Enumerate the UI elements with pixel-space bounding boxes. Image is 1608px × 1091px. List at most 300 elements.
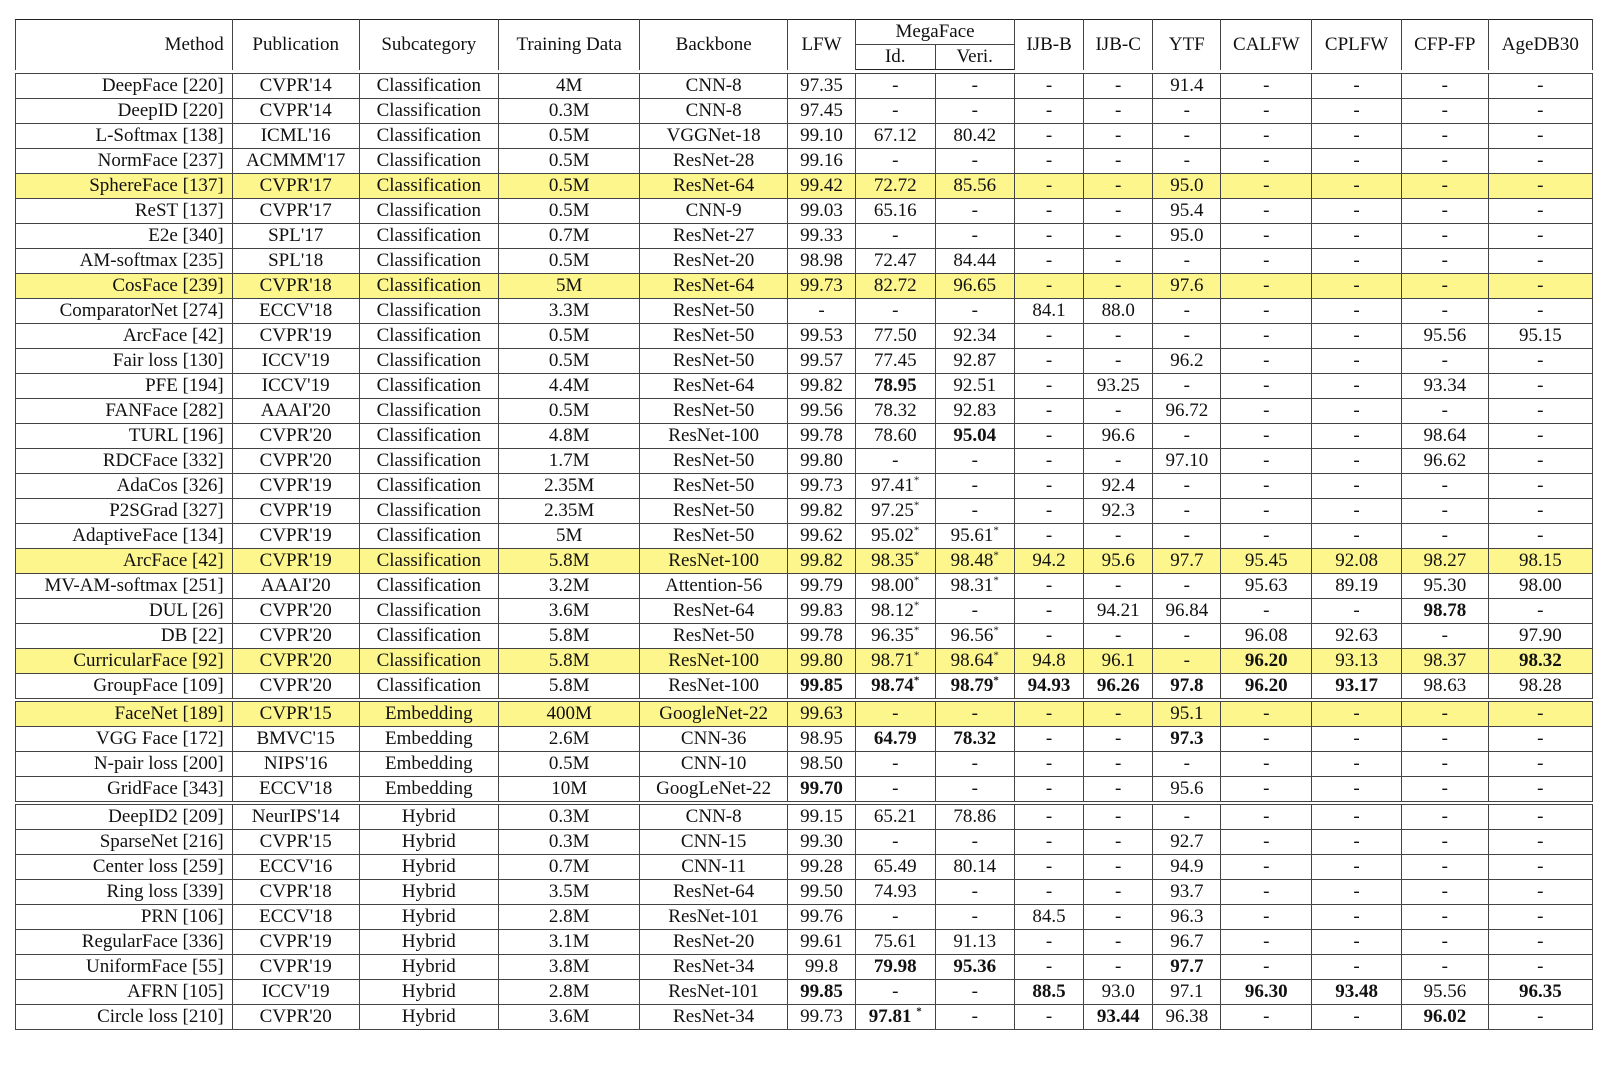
- cell-agedb30: 98.28: [1488, 674, 1592, 701]
- cell-lfw: 99.80: [787, 649, 855, 674]
- cell-backbone: CNN-11: [640, 855, 788, 880]
- cell-calfw: 96.08: [1221, 624, 1312, 649]
- cell-lfw: 99.70: [787, 777, 855, 804]
- cell-cfpfp: 98.64: [1401, 424, 1488, 449]
- cell-backbone: CNN-8: [640, 99, 788, 124]
- cell-publication: ICCV'19: [232, 980, 359, 1005]
- cell-ytf: -: [1153, 324, 1221, 349]
- cell-ijbc: 95.6: [1084, 549, 1153, 574]
- cell-cfpfp: -: [1401, 700, 1488, 727]
- cell-method: N-pair loss [200]: [16, 752, 233, 777]
- cell-mf_veri: -: [935, 599, 1014, 624]
- table-row: [16, 399, 1593, 424]
- cell-agedb30: -: [1488, 199, 1592, 224]
- cell-publication: CVPR'18: [232, 880, 359, 905]
- cell-ytf: -: [1153, 752, 1221, 777]
- cell-subcategory: Classification: [359, 674, 498, 701]
- cell-calfw: -: [1221, 249, 1312, 274]
- cell-calfw: -: [1221, 199, 1312, 224]
- cell-training_data: 5.8M: [498, 624, 639, 649]
- cell-calfw: 96.20: [1221, 674, 1312, 701]
- cell-calfw: -: [1221, 727, 1312, 752]
- cell-cplfw: -: [1312, 474, 1402, 499]
- cell-mf_id: -: [856, 830, 935, 855]
- cell-ijbb: -: [1014, 955, 1083, 980]
- cell-lfw: 99.76: [787, 905, 855, 930]
- cell-training_data: 0.3M: [498, 99, 639, 124]
- cell-mf_veri: -: [935, 830, 1014, 855]
- cell-calfw: -: [1221, 399, 1312, 424]
- cell-publication: SPL'18: [232, 249, 359, 274]
- table-row: [16, 74, 1593, 99]
- cell-calfw: -: [1221, 324, 1312, 349]
- header-megaface-id: Id.: [856, 45, 935, 70]
- cell-cfpfp: -: [1401, 474, 1488, 499]
- cell-subcategory: Classification: [359, 549, 498, 574]
- cell-ijbb: -: [1014, 349, 1083, 374]
- cell-mf_id: 98.71*: [856, 649, 935, 674]
- cell-ytf: 95.1: [1153, 700, 1221, 727]
- table-row: [16, 930, 1593, 955]
- cell-ijbb: -: [1014, 399, 1083, 424]
- cell-cplfw: -: [1312, 880, 1402, 905]
- table-row: [16, 449, 1593, 474]
- cell-mf_veri: -: [935, 777, 1014, 804]
- cell-publication: CVPR'19: [232, 474, 359, 499]
- cell-ijbc: 93.0: [1084, 980, 1153, 1005]
- table-row: [16, 174, 1593, 199]
- cell-lfw: 99.57: [787, 349, 855, 374]
- cell-training_data: 2.8M: [498, 980, 639, 1005]
- cell-method: VGG Face [172]: [16, 727, 233, 752]
- cell-method: ComparatorNet [274]: [16, 299, 233, 324]
- cell-ijbb: 94.93: [1014, 674, 1083, 701]
- cell-calfw: -: [1221, 930, 1312, 955]
- cell-mf_id: 72.72: [856, 174, 935, 199]
- cell-ijbc: -: [1084, 830, 1153, 855]
- header-ijbb: IJB-B: [1014, 20, 1083, 70]
- group-embedding: [16, 700, 1593, 803]
- cell-calfw: -: [1221, 74, 1312, 99]
- cell-backbone: ResNet-20: [640, 930, 788, 955]
- cell-cfpfp: 98.37: [1401, 649, 1488, 674]
- cell-calfw: 95.45: [1221, 549, 1312, 574]
- cell-cplfw: 93.13: [1312, 649, 1402, 674]
- cell-lfw: 99.73: [787, 274, 855, 299]
- cell-mf_veri: -: [935, 74, 1014, 99]
- cell-lfw: 97.45: [787, 99, 855, 124]
- cell-mf_id: -: [856, 224, 935, 249]
- cell-calfw: -: [1221, 299, 1312, 324]
- cell-mf_veri: 84.44: [935, 249, 1014, 274]
- cell-ijbb: 94.2: [1014, 549, 1083, 574]
- cell-lfw: 99.82: [787, 499, 855, 524]
- cell-subcategory: Hybrid: [359, 980, 498, 1005]
- cell-calfw: -: [1221, 855, 1312, 880]
- table-row: [16, 803, 1593, 830]
- cell-agedb30: 95.15: [1488, 324, 1592, 349]
- cell-mf_id: 97.81 *: [856, 1005, 935, 1030]
- cell-backbone: ResNet-20: [640, 249, 788, 274]
- cell-backbone: ResNet-50: [640, 299, 788, 324]
- table-row: [16, 624, 1593, 649]
- cell-lfw: 99.30: [787, 830, 855, 855]
- cell-method: CurricularFace [92]: [16, 649, 233, 674]
- cell-method: SphereFace [137]: [16, 174, 233, 199]
- cell-agedb30: -: [1488, 249, 1592, 274]
- cell-publication: CVPR'20: [232, 424, 359, 449]
- cell-ytf: 96.7: [1153, 930, 1221, 955]
- cell-cplfw: 92.08: [1312, 549, 1402, 574]
- cell-lfw: 99.85: [787, 674, 855, 701]
- cell-ytf: 94.9: [1153, 855, 1221, 880]
- cell-mf_id: -: [856, 149, 935, 174]
- header-lfw: LFW: [787, 20, 855, 70]
- cell-ijbb: -: [1014, 199, 1083, 224]
- cell-cplfw: -: [1312, 399, 1402, 424]
- cell-cplfw: -: [1312, 149, 1402, 174]
- cell-backbone: ResNet-100: [640, 649, 788, 674]
- cell-mf_veri: 92.34: [935, 324, 1014, 349]
- cell-training_data: 2.6M: [498, 727, 639, 752]
- table-row: [16, 224, 1593, 249]
- cell-backbone: ResNet-34: [640, 955, 788, 980]
- cell-agedb30: -: [1488, 349, 1592, 374]
- cell-cfpfp: -: [1401, 124, 1488, 149]
- cell-training_data: 3.1M: [498, 930, 639, 955]
- cell-agedb30: 98.00: [1488, 574, 1592, 599]
- cell-subcategory: Embedding: [359, 700, 498, 727]
- cell-publication: NeurIPS'14: [232, 803, 359, 830]
- cell-mf_id: 65.21: [856, 803, 935, 830]
- cell-ijbc: 96.26: [1084, 674, 1153, 701]
- cell-subcategory: Classification: [359, 574, 498, 599]
- table-row: [16, 424, 1593, 449]
- cell-cfpfp: -: [1401, 803, 1488, 830]
- cell-ijbb: 94.8: [1014, 649, 1083, 674]
- cell-cplfw: -: [1312, 274, 1402, 299]
- cell-training_data: 0.7M: [498, 855, 639, 880]
- cell-cfpfp: -: [1401, 224, 1488, 249]
- cell-lfw: 99.82: [787, 374, 855, 399]
- cell-ytf: 91.4: [1153, 74, 1221, 99]
- cell-mf_veri: 95.04: [935, 424, 1014, 449]
- header-publication: Publication: [232, 20, 359, 70]
- cell-cfpfp: -: [1401, 930, 1488, 955]
- cell-method: DeepID [220]: [16, 99, 233, 124]
- cell-training_data: 3.6M: [498, 1005, 639, 1030]
- cell-cplfw: -: [1312, 855, 1402, 880]
- cell-subcategory: Classification: [359, 174, 498, 199]
- cell-ijbc: -: [1084, 803, 1153, 830]
- cell-mf_veri: -: [935, 980, 1014, 1005]
- cell-mf_id: 64.79: [856, 727, 935, 752]
- cell-backbone: ResNet-50: [640, 449, 788, 474]
- cell-lfw: 99.73: [787, 1005, 855, 1030]
- cell-cplfw: -: [1312, 599, 1402, 624]
- cell-ytf: 95.0: [1153, 224, 1221, 249]
- cell-cplfw: -: [1312, 374, 1402, 399]
- cell-cplfw: -: [1312, 324, 1402, 349]
- cell-subcategory: Classification: [359, 299, 498, 324]
- cell-ijbb: -: [1014, 499, 1083, 524]
- cell-ijbb: -: [1014, 930, 1083, 955]
- cell-backbone: ResNet-100: [640, 549, 788, 574]
- cell-backbone: ResNet-50: [640, 524, 788, 549]
- cell-ijbb: 84.5: [1014, 905, 1083, 930]
- cell-backbone: ResNet-100: [640, 424, 788, 449]
- cell-cplfw: -: [1312, 299, 1402, 324]
- cell-calfw: -: [1221, 224, 1312, 249]
- cell-cplfw: -: [1312, 803, 1402, 830]
- cell-backbone: ResNet-101: [640, 980, 788, 1005]
- cell-method: ArcFace [42]: [16, 549, 233, 574]
- cell-agedb30: -: [1488, 599, 1592, 624]
- table-row: [16, 649, 1593, 674]
- cell-mf_id: -: [856, 74, 935, 99]
- cell-backbone: GoogleNet-22: [640, 700, 788, 727]
- cell-subcategory: Classification: [359, 399, 498, 424]
- cell-ytf: 97.3: [1153, 727, 1221, 752]
- cell-cplfw: -: [1312, 905, 1402, 930]
- table-row: [16, 674, 1593, 701]
- table-row: [16, 777, 1593, 804]
- cell-lfw: 99.10: [787, 124, 855, 149]
- cell-cplfw: -: [1312, 224, 1402, 249]
- cell-ijbb: 84.1: [1014, 299, 1083, 324]
- cell-ijbc: -: [1084, 149, 1153, 174]
- cell-cfpfp: -: [1401, 349, 1488, 374]
- cell-mf_veri: -: [935, 1005, 1014, 1030]
- table-row: [16, 599, 1593, 624]
- cell-ytf: 97.1: [1153, 980, 1221, 1005]
- cell-backbone: VGGNet-18: [640, 124, 788, 149]
- cell-method: AM-softmax [235]: [16, 249, 233, 274]
- cell-cplfw: 92.63: [1312, 624, 1402, 649]
- cell-training_data: 5.8M: [498, 549, 639, 574]
- cell-cplfw: -: [1312, 727, 1402, 752]
- cell-backbone: ResNet-34: [640, 1005, 788, 1030]
- header-cfpfp: CFP-FP: [1401, 20, 1488, 70]
- cell-publication: ICCV'19: [232, 349, 359, 374]
- cell-calfw: -: [1221, 700, 1312, 727]
- cell-cfpfp: -: [1401, 624, 1488, 649]
- cell-ytf: 96.3: [1153, 905, 1221, 930]
- cell-calfw: -: [1221, 524, 1312, 549]
- cell-method: PFE [194]: [16, 374, 233, 399]
- cell-cplfw: -: [1312, 1005, 1402, 1030]
- cell-lfw: 98.98: [787, 249, 855, 274]
- cell-ijbc: 92.4: [1084, 474, 1153, 499]
- cell-mf_id: 96.35*: [856, 624, 935, 649]
- cell-publication: CVPR'19: [232, 955, 359, 980]
- cell-lfw: 98.50: [787, 752, 855, 777]
- cell-training_data: 3.8M: [498, 955, 639, 980]
- cell-cfpfp: 95.56: [1401, 324, 1488, 349]
- cell-backbone: ResNet-101: [640, 905, 788, 930]
- cell-publication: CVPR'19: [232, 324, 359, 349]
- cell-calfw: -: [1221, 349, 1312, 374]
- cell-publication: AAAI'20: [232, 399, 359, 424]
- cell-subcategory: Hybrid: [359, 855, 498, 880]
- cell-training_data: 5.8M: [498, 649, 639, 674]
- cell-ijbb: -: [1014, 74, 1083, 99]
- cell-cfpfp: -: [1401, 274, 1488, 299]
- cell-ijbc: -: [1084, 199, 1153, 224]
- cell-cfpfp: -: [1401, 74, 1488, 99]
- cell-ijbb: -: [1014, 803, 1083, 830]
- cell-cplfw: -: [1312, 524, 1402, 549]
- cell-ijbb: -: [1014, 752, 1083, 777]
- cell-ijbc: -: [1084, 399, 1153, 424]
- cell-ytf: 96.84: [1153, 599, 1221, 624]
- cell-publication: CVPR'15: [232, 700, 359, 727]
- cell-agedb30: -: [1488, 124, 1592, 149]
- cell-method: TURL [196]: [16, 424, 233, 449]
- cell-agedb30: -: [1488, 424, 1592, 449]
- cell-ijbc: -: [1084, 449, 1153, 474]
- cell-ijbc: -: [1084, 855, 1153, 880]
- cell-method: GroupFace [109]: [16, 674, 233, 701]
- cell-mf_id: 65.16: [856, 199, 935, 224]
- cell-ijbb: -: [1014, 855, 1083, 880]
- cell-cplfw: -: [1312, 349, 1402, 374]
- cell-agedb30: -: [1488, 224, 1592, 249]
- cell-training_data: 0.7M: [498, 224, 639, 249]
- cell-lfw: 99.61: [787, 930, 855, 955]
- table-row: [16, 752, 1593, 777]
- cell-mf_veri: 92.51: [935, 374, 1014, 399]
- cell-agedb30: -: [1488, 399, 1592, 424]
- cell-ijbc: 88.0: [1084, 299, 1153, 324]
- cell-agedb30: -: [1488, 474, 1592, 499]
- cell-calfw: -: [1221, 449, 1312, 474]
- cell-method: CosFace [239]: [16, 274, 233, 299]
- cell-training_data: 0.5M: [498, 124, 639, 149]
- cell-cplfw: -: [1312, 752, 1402, 777]
- cell-agedb30: 98.15: [1488, 549, 1592, 574]
- cell-subcategory: Classification: [359, 649, 498, 674]
- cell-subcategory: Classification: [359, 224, 498, 249]
- cell-mf_veri: 96.65: [935, 274, 1014, 299]
- cell-calfw: -: [1221, 374, 1312, 399]
- cell-cplfw: -: [1312, 199, 1402, 224]
- cell-method: DUL [26]: [16, 599, 233, 624]
- cell-calfw: 96.20: [1221, 649, 1312, 674]
- cell-ytf: -: [1153, 524, 1221, 549]
- cell-publication: CVPR'20: [232, 1005, 359, 1030]
- cell-mf_veri: 78.32: [935, 727, 1014, 752]
- cell-lfw: 99.53: [787, 324, 855, 349]
- table-row: [16, 474, 1593, 499]
- cell-method: Circle loss [210]: [16, 1005, 233, 1030]
- cell-mf_id: 72.47: [856, 249, 935, 274]
- cell-mf_id: 98.74*: [856, 674, 935, 701]
- cell-training_data: 3.5M: [498, 880, 639, 905]
- cell-ytf: -: [1153, 499, 1221, 524]
- header-method: Method: [16, 20, 233, 70]
- cell-cfpfp: -: [1401, 299, 1488, 324]
- cell-publication: ECCV'18: [232, 905, 359, 930]
- cell-mf_veri: 98.79*: [935, 674, 1014, 701]
- cell-training_data: 2.8M: [498, 905, 639, 930]
- cell-subcategory: Hybrid: [359, 1005, 498, 1030]
- cell-mf_id: 97.25*: [856, 499, 935, 524]
- cell-publication: CVPR'14: [232, 99, 359, 124]
- cell-calfw: 95.63: [1221, 574, 1312, 599]
- cell-subcategory: Classification: [359, 99, 498, 124]
- cell-publication: CVPR'17: [232, 199, 359, 224]
- cell-lfw: 99.33: [787, 224, 855, 249]
- cell-subcategory: Classification: [359, 424, 498, 449]
- cell-calfw: -: [1221, 830, 1312, 855]
- cell-cplfw: -: [1312, 499, 1402, 524]
- cell-ijbc: -: [1084, 727, 1153, 752]
- cell-training_data: 2.35M: [498, 474, 639, 499]
- table-row: [16, 574, 1593, 599]
- cell-mf_veri: -: [935, 449, 1014, 474]
- cell-calfw: -: [1221, 424, 1312, 449]
- cell-ijbc: -: [1084, 324, 1153, 349]
- cell-agedb30: 97.90: [1488, 624, 1592, 649]
- cell-ijbc: -: [1084, 524, 1153, 549]
- table-row: [16, 700, 1593, 727]
- cell-publication: CVPR'19: [232, 549, 359, 574]
- cell-training_data: 0.5M: [498, 149, 639, 174]
- cell-agedb30: -: [1488, 955, 1592, 980]
- cell-ijbb: -: [1014, 149, 1083, 174]
- cell-ytf: -: [1153, 124, 1221, 149]
- cell-ijbc: 96.6: [1084, 424, 1153, 449]
- cell-agedb30: -: [1488, 299, 1592, 324]
- cell-agedb30: -: [1488, 930, 1592, 955]
- cell-subcategory: Classification: [359, 274, 498, 299]
- cell-ytf: 97.7: [1153, 955, 1221, 980]
- cell-ijbb: -: [1014, 374, 1083, 399]
- cell-ytf: 97.8: [1153, 674, 1221, 701]
- cell-agedb30: -: [1488, 855, 1592, 880]
- cell-ijbc: -: [1084, 700, 1153, 727]
- cell-mf_veri: 95.61*: [935, 524, 1014, 549]
- table-row: [16, 149, 1593, 174]
- cell-ijbb: -: [1014, 449, 1083, 474]
- cell-ytf: -: [1153, 99, 1221, 124]
- header-ytf: YTF: [1153, 20, 1221, 70]
- cell-ijbc: 96.1: [1084, 649, 1153, 674]
- cell-cfpfp: -: [1401, 955, 1488, 980]
- cell-mf_id: 98.35*: [856, 549, 935, 574]
- cell-method: PRN [106]: [16, 905, 233, 930]
- cell-ijbc: -: [1084, 905, 1153, 930]
- header-cplfw: CPLFW: [1312, 20, 1402, 70]
- cell-lfw: 99.78: [787, 624, 855, 649]
- group-hybrid: [16, 803, 1593, 1030]
- cell-training_data: 10M: [498, 777, 639, 804]
- face-recognition-results-table: [15, 19, 1593, 1030]
- cell-mf_id: 74.93: [856, 880, 935, 905]
- cell-training_data: 5M: [498, 274, 639, 299]
- cell-lfw: 99.03: [787, 199, 855, 224]
- header-agedb30: AgeDB30: [1488, 20, 1592, 70]
- table-row: [16, 524, 1593, 549]
- cell-ijbb: -: [1014, 274, 1083, 299]
- cell-training_data: 0.3M: [498, 830, 639, 855]
- cell-mf_id: 77.45: [856, 349, 935, 374]
- cell-agedb30: 96.35: [1488, 980, 1592, 1005]
- cell-calfw: -: [1221, 905, 1312, 930]
- cell-ijbb: -: [1014, 574, 1083, 599]
- cell-backbone: ResNet-50: [640, 324, 788, 349]
